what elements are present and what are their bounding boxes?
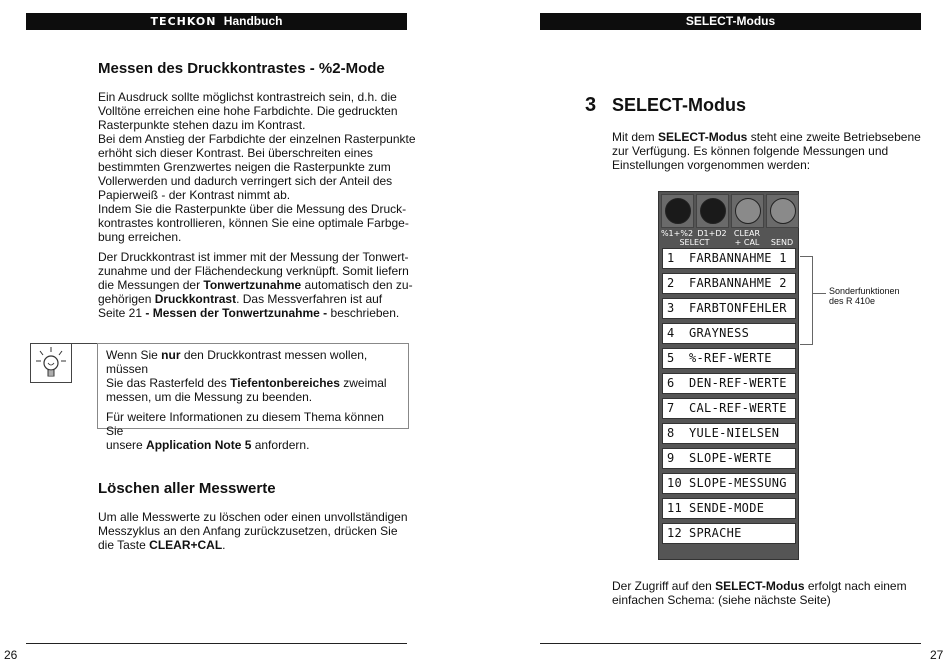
text-line: Vollerwerden und dadurch verringert sich der Anteil des [98, 174, 393, 188]
left-header-title: Handbuch [223, 14, 283, 28]
section-title-druckkontrast: Messen des Druckkontrastes - %2-Mode [98, 60, 385, 77]
text-line: die Messungen der Tonwertzunahme automatisch den zu- [98, 278, 413, 292]
paragraph-loeschen [98, 510, 418, 552]
text-line: einfachen Schema: (siehe nächste Seite) [612, 593, 831, 607]
menu-item-label: SLOPE-WERTE [689, 451, 772, 465]
button-circle-icon [665, 198, 691, 224]
device-menu-item[interactable] [662, 448, 796, 469]
menu-item-label: YULE-NIELSEN [689, 426, 780, 440]
menu-item-label: SPRACHE [689, 526, 742, 540]
device-menu-item[interactable] [662, 523, 796, 544]
label-plus-cal: + CAL [734, 238, 760, 247]
device-button-4[interactable] [766, 194, 799, 228]
note-connector-line [72, 343, 98, 344]
menu-item-number: 7 [667, 401, 675, 415]
menu-item-number: 1 [667, 251, 675, 265]
menu-item-number: 3 [667, 301, 675, 315]
device-menu-item[interactable] [662, 348, 796, 369]
menu-item-label: FARBANNAHME 1 [689, 251, 787, 265]
device-menu-item[interactable] [662, 473, 796, 494]
menu-item-number: 4 [667, 326, 675, 340]
paragraph-tonwertzunahme [98, 250, 418, 320]
text-line: Der Druckkontrast ist immer mit der Messung der Tonwert- [98, 250, 409, 264]
text-line: erhöht sich dieser Kontrast. Bei überschreiten eines [98, 146, 373, 160]
text-line: zur Verfügung. Es können folgende Messungen und [612, 144, 889, 158]
menu-item-label: SLOPE-MESSUNG [689, 476, 787, 490]
paragraph-select-intro [612, 130, 932, 172]
text-line: bung erreichen. [98, 230, 182, 244]
text-line: die Taste CLEAR+CAL. [98, 538, 226, 552]
techkon-logo: TECHKON [150, 15, 217, 28]
menu-item-label: %-REF-WERTE [689, 351, 772, 365]
device-button-1[interactable] [661, 194, 694, 228]
text-line: zunahme und der Flächendeckung verknüpft. Somit liefern [98, 264, 409, 278]
text-line: kontrastes kontrollieren, können Sie eine optimale Farbge- [98, 216, 409, 230]
section-title-loeschen: Löschen aller Messwerte [98, 480, 276, 497]
special-functions-bracket [800, 256, 813, 345]
menu-item-label: FARBANNAHME 2 [689, 276, 787, 290]
device-menu-item[interactable] [662, 398, 796, 419]
menu-item-number: 6 [667, 376, 675, 390]
device-button-row [661, 194, 798, 228]
button-circle-icon [700, 198, 726, 224]
text-line: Messzyklus an den Anfang zurückzusetzen, drücken Sie [98, 524, 398, 538]
text-line: Papierweiß - der Kontrast nimmt ab. [98, 188, 291, 202]
menu-item-number: 12 [667, 526, 683, 540]
text-line: gehörigen Druckkontrast. Das Messverfahren ist auf [98, 292, 383, 306]
text-line: Volltöne erreichen eine hohe Farbdichte. Die gedruckten [98, 104, 398, 118]
paragraph-select-outro [612, 579, 932, 607]
menu-item-label: GRAYNESS [689, 326, 750, 340]
right-page-number: 27 [930, 648, 944, 662]
device-menu-item[interactable] [662, 323, 796, 344]
device-menu-item[interactable] [662, 373, 796, 394]
menu-item-label: SENDE-MODE [689, 501, 765, 515]
left-footer-rule [26, 643, 407, 644]
left-header-bar [26, 13, 407, 30]
text-line: Ein Ausdruck sollte möglichst kontrastreich sein, d.h. die [98, 90, 397, 104]
right-footer-rule [540, 643, 921, 644]
text-line: Seite 21 - Messen der Tonwertzunahme - beschrieben. [98, 306, 400, 320]
label-percent-mode: %1+%2 [660, 229, 694, 238]
device-menu-item[interactable] [662, 273, 796, 294]
text-line: Indem Sie die Rasterpunkte über die Messung des Druck- [98, 202, 407, 216]
text-line: Rasterpunkte stehen dazu im Kontrast. [98, 118, 306, 132]
device-display [658, 191, 799, 560]
menu-item-label: DEN-REF-WERTE [689, 376, 787, 390]
menu-item-label: CAL-REF-WERTE [689, 401, 787, 415]
text-line: Um alle Messwerte zu löschen oder einen unvollständigen [98, 510, 408, 524]
left-page [0, 0, 475, 660]
label-send: SEND [770, 238, 794, 247]
hint-text-2: Für weitere Informationen zu diesem Thema können Sie unsere Application Note 5 anfordern. [106, 410, 384, 452]
chapter-title: SELECT-Modus [612, 95, 746, 115]
hint-box [97, 343, 409, 452]
menu-item-number: 8 [667, 426, 675, 440]
device-menu-item[interactable] [662, 423, 796, 444]
device-button-3[interactable] [731, 194, 764, 228]
menu-item-number: 2 [667, 276, 675, 290]
device-button-2[interactable] [696, 194, 729, 228]
device-menu-item[interactable] [662, 248, 796, 269]
lightbulb-icon [30, 343, 72, 383]
label-density-mode: D1+D2 [697, 229, 727, 238]
special-functions-label: Sonderfunktionen des R 410e [829, 286, 900, 306]
special-functions-pointer [812, 293, 826, 294]
text-line: Mit dem SELECT-Modus steht eine zweite Betriebsebene [612, 130, 921, 144]
text-line: bestimmten Grenzwertes neigen die Rasterpunkte zum [98, 160, 391, 174]
device-menu-item[interactable] [662, 298, 796, 319]
label-select: SELECT [679, 238, 710, 247]
menu-item-number: 5 [667, 351, 675, 365]
hint-text-1: Wenn Sie nur den Druckkontrast messen wollen, müssen Sie das Rasterfeld des Tiefentonbereiches zweimal messen, um die Messung zu beenden. [106, 348, 387, 404]
button-circle-icon [735, 198, 761, 224]
button-circle-icon [770, 198, 796, 224]
paragraph-contrast-intro [98, 90, 418, 244]
left-page-number: 26 [4, 648, 18, 662]
text-line: Bei dem Anstieg der Farbdichte der einzelnen Rasterpunkte [98, 132, 416, 146]
device-menu-item[interactable] [662, 498, 796, 519]
menu-item-number: 9 [667, 451, 675, 465]
text-line: Einstellungen vorgenommen werden: [612, 158, 811, 172]
menu-item-number: 10 [667, 476, 683, 490]
menu-item-label: FARBTONFEHLER [689, 301, 787, 315]
label-clear: CLEAR [733, 229, 761, 238]
right-header-bar: SELECT-Modus [540, 13, 921, 30]
menu-item-number: 11 [667, 501, 683, 515]
chapter-number: 3 [585, 94, 597, 116]
text-line: Der Zugriff auf den SELECT-Modus erfolgt nach einem [612, 579, 907, 593]
